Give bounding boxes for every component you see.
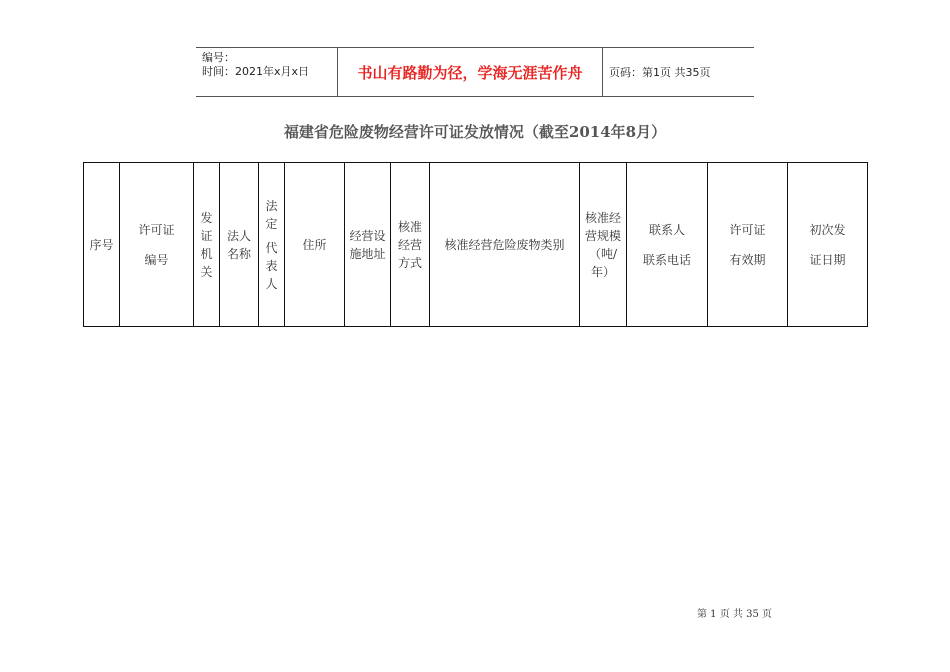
table-header-row: [84, 163, 868, 327]
col-legal-name: 法人名称: [220, 163, 259, 327]
col-issuer: 发证机关: [194, 163, 220, 327]
col-validity: 许可证 有效期: [708, 163, 788, 327]
col-scale: 核准经 营规模 （吨/ 年）: [580, 163, 627, 327]
col-waste-types: 核准经营危险废物类别: [430, 163, 580, 327]
page-header: [196, 47, 754, 97]
col-legal-rep: 法定 代表人: [259, 163, 285, 327]
header-number: 编号：: [202, 51, 235, 64]
header-motto: 书山有路勤为径，学海无涯苦作舟: [338, 48, 603, 96]
col-contact: 联系人 联系电话: [627, 163, 708, 327]
page-footer: 第 1 页 共 35 页: [697, 609, 772, 620]
header-time: 时间：2021年x月x日: [202, 65, 310, 78]
header-meta: [196, 48, 338, 96]
col-address: 住所: [285, 163, 345, 327]
header-page: 页码：第1页 共35页: [609, 66, 711, 79]
col-facility-address: 经营设 施地址: [345, 163, 391, 327]
col-seq: 序号: [84, 163, 120, 327]
col-operation-mode: 核准 经营 方式: [391, 163, 430, 327]
col-license-no: 许可证 编号: [120, 163, 194, 327]
col-first-issue-date: 初次发 证日期: [788, 163, 868, 327]
license-table: [83, 162, 868, 327]
document-title: 福建省危险废物经营许可证发放情况（截至2014年8月）: [283, 123, 667, 141]
